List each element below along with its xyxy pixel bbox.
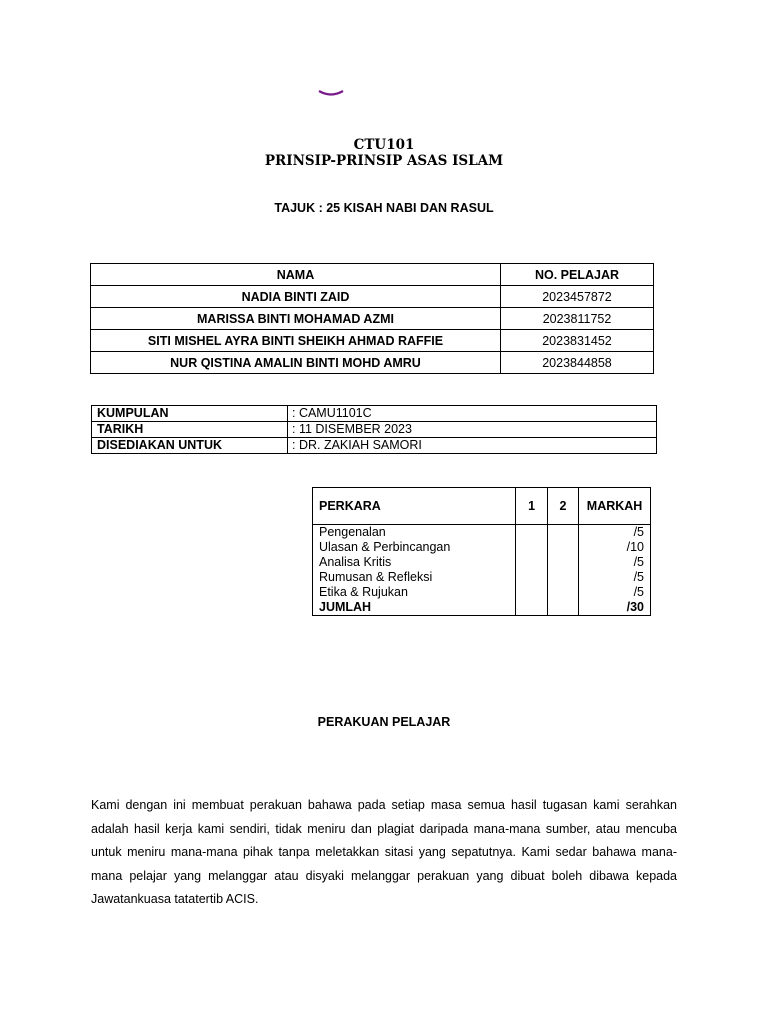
member-id: 2023844858 — [501, 352, 654, 374]
marks-header-row — [313, 488, 651, 525]
course-code: CTU101 — [353, 137, 415, 153]
logo-fragment — [318, 89, 344, 97]
info-label: DISEDIAKAN UNTUK — [92, 438, 288, 454]
info-table — [91, 405, 657, 454]
table-row — [92, 438, 657, 454]
info-value: : DR. ZAKIAH SAMORI — [288, 438, 657, 454]
member-name: NUR QISTINA AMALIN BINTI MOHD AMRU — [91, 352, 501, 374]
table-row — [91, 286, 654, 308]
member-id: 2023811752 — [501, 308, 654, 330]
marks-col-1 — [516, 555, 547, 570]
member-name: MARISSA BINTI MOHAMAD AZMI — [91, 308, 501, 330]
course-name: PRINSIP-PRINSIP ASAS ISLAM — [264, 153, 504, 169]
declaration-title: PERAKUAN PELAJAR — [317, 715, 451, 729]
info-label: KUMPULAN — [92, 406, 288, 422]
total-col-2 — [547, 600, 578, 616]
marks-item: Rumusan & Refleksi — [313, 570, 516, 585]
marks-value: /10 — [579, 540, 651, 555]
marks-value: /5 — [579, 525, 651, 541]
info-value: : CAMU1101C — [288, 406, 657, 422]
header-col-1: 1 — [516, 488, 547, 525]
member-id: 2023831452 — [501, 330, 654, 352]
marks-value: /5 — [579, 555, 651, 570]
members-header-row — [91, 264, 654, 286]
table-row — [91, 308, 654, 330]
table-row — [313, 555, 651, 570]
total-row — [313, 600, 651, 616]
marks-col-2 — [547, 585, 578, 600]
marks-col-1 — [516, 540, 547, 555]
marks-item: Etika & Rujukan — [313, 585, 516, 600]
marks-col-1 — [516, 570, 547, 585]
members-table — [90, 263, 654, 374]
table-row — [92, 422, 657, 438]
table-row — [91, 352, 654, 374]
marks-value: /5 — [579, 570, 651, 585]
marks-col-1 — [516, 525, 547, 541]
total-label: JUMLAH — [313, 600, 516, 616]
total-value: /30 — [579, 600, 651, 616]
header-marks: MARKAH — [579, 488, 651, 525]
marks-table — [312, 487, 651, 616]
marks-col-1 — [516, 585, 547, 600]
assignment-topic: TAJUK : 25 KISAH NABI DAN RASUL — [274, 201, 494, 215]
header-col-2: 2 — [547, 488, 578, 525]
declaration-text: Kami dengan ini membuat perakuan bahawa pada setiap masa semua hasil tugasan kami serahkan adalah hasil kerja kami sendiri, tidak meniru dan plagiat daripada mana-mana sumber, atau mencuba untuk meniru mana-mana pihak tanpa meletakkan sitasi yang sepatutnya. Kami sedar bahawa mana-mana pelajar yang melanggar atau disyaki melanggar perakuan yang dibuat boleh dibawa kepada Jawatankuasa tatatertib ACIS. — [91, 798, 677, 906]
marks-item: Analisa Kritis — [313, 555, 516, 570]
table-row — [313, 570, 651, 585]
table-row — [92, 406, 657, 422]
header-student-id: NO. PELAJAR — [501, 264, 654, 286]
marks-col-2 — [547, 555, 578, 570]
marks-item: Ulasan & Perbincangan — [313, 540, 516, 555]
member-name: NADIA BINTI ZAID — [91, 286, 501, 308]
marks-value: /5 — [579, 585, 651, 600]
header-name: NAMA — [91, 264, 501, 286]
table-row — [313, 540, 651, 555]
info-label: TARIKH — [92, 422, 288, 438]
member-id: 2023457872 — [501, 286, 654, 308]
table-row — [313, 525, 651, 541]
info-value: : 11 DISEMBER 2023 — [288, 422, 657, 438]
table-row — [313, 585, 651, 600]
marks-col-2 — [547, 570, 578, 585]
header-item: PERKARA — [313, 488, 516, 525]
marks-item: Pengenalan — [313, 525, 516, 541]
member-name: SITI MISHEL AYRA BINTI SHEIKH AHMAD RAFFIE — [91, 330, 501, 352]
table-row — [91, 330, 654, 352]
total-col-1 — [516, 600, 547, 616]
marks-col-2 — [547, 525, 578, 541]
marks-col-2 — [547, 540, 578, 555]
